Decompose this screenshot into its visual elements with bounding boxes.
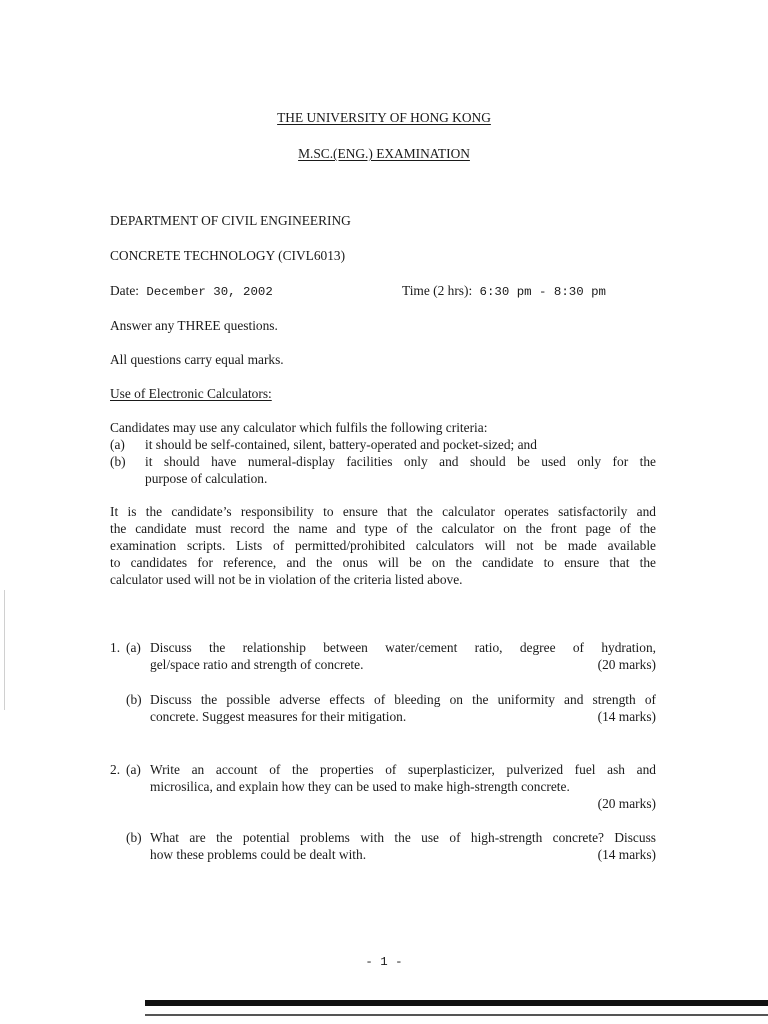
q1-number: 1.	[110, 640, 121, 655]
q1b-line2: concrete. Suggest measures for their mitigation.	[150, 709, 407, 724]
course-title: CONCRETE TECHNOLOGY (CIVL6013)	[110, 248, 346, 263]
q2b-marks: (14 marks)	[597, 847, 656, 862]
responsibility-paragraph	[110, 503, 656, 588]
time-row	[402, 283, 606, 299]
criteria-a-label: (a)	[110, 437, 125, 452]
time-value: 6:30 pm - 8:30 pm	[479, 285, 606, 299]
page-number: - 1 -	[365, 955, 403, 969]
scan-border-bar	[145, 1000, 768, 1006]
paragraph-line: the candidate must record the name and type of the calculator on the front page of the	[110, 521, 656, 536]
q2a-label: (a)	[126, 762, 141, 777]
q1a-line2: gel/space ratio and strength of concrete.	[150, 657, 364, 672]
date-value: December 30, 2002	[146, 285, 273, 299]
q1b-line1: Discuss the possible adverse effects of bleeding on the uniformity and strength of	[150, 692, 656, 707]
q1a-marks: (20 marks)	[597, 657, 656, 672]
department-name: DEPARTMENT OF CIVIL ENGINEERING	[110, 213, 351, 228]
date-label: Date:	[110, 283, 139, 298]
q1a-label: (a)	[126, 640, 141, 655]
criteria-a-text: it should be self-contained, silent, battery-operated and pocket-sized; and	[145, 437, 537, 452]
scan-edge	[4, 590, 5, 710]
q1b-line2-row	[150, 709, 656, 725]
marks-instruction: All questions carry equal marks.	[110, 352, 284, 367]
paragraph-line: to candidates for reference, and the onus will be on the candidate to ensure that the	[110, 555, 656, 570]
q2b-label: (b)	[126, 830, 142, 845]
exam-title: M.SC.(ENG.) EXAMINATION	[298, 146, 470, 161]
q2b-line1: What are the potential problems with the use of high-strength concrete? Discuss	[150, 830, 656, 845]
paragraph-line: examination scripts. Lists of permitted/prohibited calculators will not be made available	[110, 538, 656, 553]
q2b-line2-row	[150, 847, 656, 863]
q2-number: 2.	[110, 762, 121, 777]
answer-instruction: Answer any THREE questions.	[110, 318, 278, 333]
criteria-b-line2: purpose of calculation.	[145, 471, 268, 486]
paragraph-line: calculator used will not be in violation of the criteria listed above.	[110, 572, 463, 587]
q2a-line2: microsilica, and explain how they can be used to make high-strength concrete.	[150, 779, 570, 794]
paragraph-line: It is the candidate’s responsibility to ensure that the calculator operates satisfactorily and	[110, 504, 656, 519]
q2b-line2: how these problems could be dealt with.	[150, 847, 367, 862]
scan-border-line	[145, 1014, 768, 1016]
university-title: THE UNIVERSITY OF HONG KONG	[277, 110, 491, 125]
q1b-marks: (14 marks)	[597, 709, 656, 724]
q2a-marks: (20 marks)	[597, 796, 656, 811]
criteria-intro: Candidates may use any calculator which fulfils the following criteria:	[110, 420, 488, 435]
criteria-b-line1: it should have numeral-display facilities only and should be used only for the	[145, 454, 656, 469]
q1a-line1: Discuss the relationship between water/cement ratio, degree of hydration,	[150, 640, 656, 655]
criteria-b-label: (b)	[110, 454, 126, 469]
q1a-line2-row	[150, 657, 656, 673]
calculator-heading: Use of Electronic Calculators:	[110, 386, 272, 401]
q1b-label: (b)	[126, 692, 142, 707]
time-label: Time (2 hrs):	[402, 283, 473, 298]
q2a-line1: Write an account of the properties of superplasticizer, pulverized fuel ash and	[150, 762, 656, 777]
date-row	[110, 283, 273, 299]
